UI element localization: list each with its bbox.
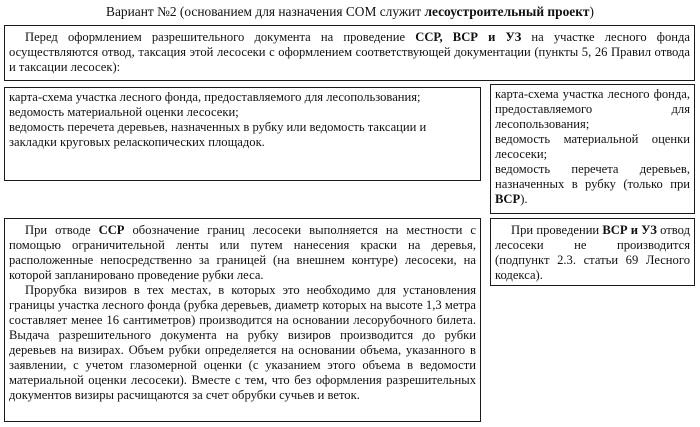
ssr-text-1: При отводе	[25, 223, 99, 237]
doc-item	[495, 162, 690, 207]
ssr-paragraph-2: Прорубка визиров в тех местах, в которых это необходимо для установления границы участка лесного фонда (рубка деревьев, диаметр которых на высоте 1,3 метра составляет менее 16 сантиметров) производится на основании лесорубочного билета. Выдача разрешительного документа на рубку визиров производится до рубки деревьев на визирах. Объем рубки определяется на основании объема, указанного в заявлении, с учетом глазомерной оценки (с указанием этого объема в ведомости материальной оценки лесосеки). Вместе с тем, что без оформления разрешительных документов визиры расчищаются за счет обрубки сучьев и веток.	[9, 283, 476, 402]
ssr-paragraph-1	[9, 223, 476, 283]
doc-item-end: ).	[520, 192, 528, 206]
doc-item-bold: ВСР	[495, 192, 521, 206]
intro-box	[4, 25, 695, 81]
doc-item: карта-схема участка лесного фонда, предоставляемого для лесопользования;	[9, 90, 421, 104]
intro-text	[9, 30, 690, 75]
intro-bold: ССР, ВСР и УЗ	[415, 30, 522, 44]
doc-item-text: ведомость перечета деревьев, назначенных в рубку (только при	[495, 162, 690, 191]
intro-part-1: Перед оформлением разрешительного документа на проведение	[25, 30, 416, 44]
ssr-text-2: обозначение границ лесосеки выполняется на местности с помощью ограничительной ленты или путем нанесения краски на деревья, расположенные непосредственно за границей (на внешнем контуре) лесосеки, на которой запланировано проведение рубки леса.	[9, 223, 477, 282]
vsr-text-1: При проведении	[511, 223, 603, 237]
vsr-text-2: отвод лесосеки не производится (подпункт 2.3. статьи 69 Лесного кодекса).	[495, 223, 690, 282]
page-title	[0, 4, 700, 20]
title-suffix: )	[589, 4, 594, 19]
doc-item: ведомость перечета деревьев, назначенных в рубку или ведомость таксации и закладки круговых реласкопических площадок.	[9, 120, 427, 149]
doc-item: ведомость материальной оценки лесосеки;	[495, 132, 690, 161]
ssr-allotment-box	[4, 218, 481, 422]
intro-part-2: на участке лесного фонда осуществляются отвод, таксация этой лесосеки с оформлением соответствующей документации (пункты 5, 26 Правил отвода и таксации лесосек):	[9, 30, 690, 74]
documents-vsr-box	[490, 84, 695, 214]
vsr-uz-box	[490, 218, 695, 286]
doc-item: карта-схема участка лесного фонда, предоставляемого для лесопользования;	[495, 87, 690, 131]
title-text: Вариант №2 (основанием для назначения СОМ служит	[106, 4, 425, 19]
doc-item: ведомость материальной оценки лесосеки;	[9, 105, 239, 119]
title-bold: лесоустроительный проект	[424, 4, 590, 19]
vsr-paragraph	[495, 223, 690, 283]
ssr-bold: ССР	[98, 223, 125, 237]
documents-ssr-box	[4, 87, 481, 181]
vsr-bold: ВСР и УЗ	[602, 223, 657, 237]
